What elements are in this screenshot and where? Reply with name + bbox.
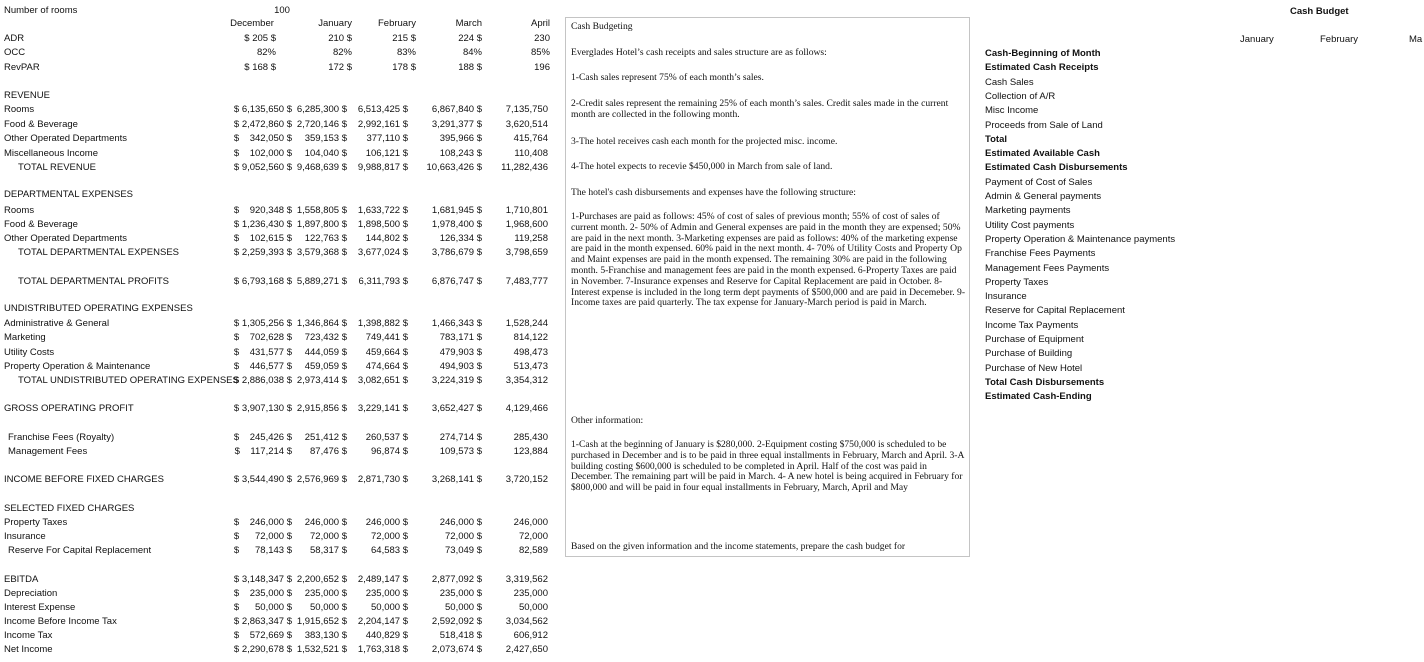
- fin-cell: 1,532,521 $: [296, 644, 347, 655]
- fin-cell: 2,592,092 $: [431, 616, 482, 627]
- month-header-february: February: [377, 18, 416, 29]
- fin-cell: 459,664 $: [365, 347, 408, 358]
- fin-row-label: Rooms: [4, 205, 35, 216]
- fin-row-label: Marketing: [4, 332, 46, 343]
- kpi-row-label: RevPAR: [4, 62, 40, 73]
- kpi-cell: 188 $: [458, 62, 482, 73]
- fin-cell: $ 6,135,650 $: [233, 104, 292, 115]
- fin-cell: $ 78,143 $: [233, 545, 292, 556]
- fin-cell: 64,583 $: [371, 545, 408, 556]
- cash-budget-item: Purchase of Building: [985, 348, 1073, 360]
- fin-cell: 10,663,426 $: [426, 162, 482, 173]
- fin-cell: 1,978,400 $: [431, 219, 482, 230]
- cash-budget-item: Property Taxes: [985, 276, 1049, 288]
- fin-row-label: Other Operated Departments: [4, 133, 128, 144]
- fin-cell: 3,579,368 $: [296, 247, 347, 258]
- fin-cell: 383,130 $: [304, 630, 347, 641]
- fin-cell: 513,473: [513, 361, 548, 372]
- fin-cell: 235,000: [513, 588, 548, 599]
- fin-cell: 2,427,650: [505, 644, 548, 655]
- fin-cell: 1,633,722 $: [357, 205, 408, 216]
- fin-cell: 3,268,141 $: [431, 474, 482, 485]
- fin-cell: $ 1,305,256 $: [233, 318, 292, 329]
- fin-cell: 3,229,141 $: [357, 403, 408, 414]
- fin-cell: 2,073,674 $: [431, 644, 482, 655]
- kpi-cell: 82%: [256, 47, 276, 58]
- kpi-cell: 215 $: [392, 33, 416, 44]
- fin-cell: 3,652,427 $: [431, 403, 482, 414]
- fin-cell: 6,311,793 $: [358, 276, 408, 287]
- fin-row-label: Rooms: [4, 104, 35, 115]
- cash-budget-item: Property Operation & Maintenance payments: [985, 233, 1176, 245]
- fin-cell: $ 342,050 $: [233, 133, 292, 144]
- fin-row-label: TOTAL UNDISTRIBUTED OPERATING EXPENSES: [18, 375, 239, 386]
- fin-cell: 1,528,244: [505, 318, 548, 329]
- fin-cell: $ 572,669 $: [233, 630, 292, 641]
- fin-cell: 246,000 $: [365, 517, 408, 528]
- fin-cell: $ 102,000 $: [233, 148, 292, 159]
- fin-cell: $ 9,052,560 $: [233, 162, 292, 173]
- fin-cell: 1,898,500 $: [357, 219, 408, 230]
- fin-row-label: Income Before Income Tax: [4, 616, 117, 627]
- fin-cell: 50,000 $: [371, 602, 408, 613]
- fin-cell: $ 1,236,430 $: [233, 219, 292, 230]
- rooms-label: Number of rooms: [4, 5, 78, 16]
- fin-cell: 3,224,319 $: [431, 375, 482, 386]
- fin-cell: 814,122: [513, 332, 548, 343]
- cash-budget-item: Estimated Cash-Ending: [985, 391, 1092, 403]
- fin-cell: $ 2,290,678 $: [233, 644, 292, 655]
- month-header-december: December: [230, 18, 274, 29]
- fin-cell: 73,049 $: [445, 545, 482, 556]
- fin-row-label: Reserve For Capital Replacement: [8, 545, 152, 556]
- fin-cell: 1,897,800 $: [296, 219, 347, 230]
- fin-cell: 1,681,945 $: [431, 205, 482, 216]
- fin-row-label: Utility Costs: [4, 347, 55, 358]
- fin-cell: 106,121 $: [365, 148, 408, 159]
- notes-title: Cash Budgeting: [571, 21, 633, 32]
- fin-cell: 50,000: [518, 602, 548, 613]
- fin-cell: 1,710,801: [505, 205, 548, 216]
- cash-budget-item: Estimated Available Cash: [985, 148, 1100, 160]
- fin-cell: 260,537 $: [365, 432, 408, 443]
- cash-budget-item: Reserve for Capital Replacement: [985, 305, 1125, 317]
- fin-cell: 479,903 $: [439, 347, 482, 358]
- cash-budget-item: Total: [985, 133, 1007, 145]
- fin-cell: 1,398,882 $: [357, 318, 408, 329]
- fin-cell: $ 2,886,038 $: [233, 375, 292, 386]
- fin-cell: 783,171 $: [439, 332, 482, 343]
- fin-cell: 444,059 $: [304, 347, 347, 358]
- fin-cell: 377,110 $: [366, 133, 408, 144]
- fin-cell: $ 2,863,347 $: [233, 616, 292, 627]
- fin-cell: 2,576,969 $: [296, 474, 347, 485]
- fin-cell: 359,153 $: [304, 133, 347, 144]
- fin-cell: $ 2,259,393 $: [233, 247, 292, 258]
- fin-cell: $ 235,000 $: [233, 588, 292, 599]
- fin-cell: 50,000 $: [310, 602, 347, 613]
- fin-cell: 3,620,514: [505, 119, 548, 130]
- kpi-cell: 224 $: [458, 33, 482, 44]
- kpi-cell: 82%: [332, 47, 352, 58]
- fin-cell: 2,973,414 $: [296, 375, 347, 386]
- fin-cell: $ 117,214 $: [234, 446, 292, 457]
- fin-cell: 2,489,147 $: [357, 574, 408, 585]
- fin-cell: 119,258: [514, 233, 548, 244]
- fin-cell: 285,430: [513, 432, 548, 443]
- fin-row-label: Depreciation: [4, 588, 58, 599]
- cash-budget-item: Income Tax Payments: [985, 319, 1079, 331]
- fin-cell: 3,319,562: [505, 574, 548, 585]
- fin-cell: 518,418 $: [439, 630, 482, 641]
- fin-cell: 6,285,300 $: [296, 104, 347, 115]
- notes-disbursement-text: 1-Purchases are paid as follows: 45% of cost of sales of previous month; 55% of cost of sales of current month. 2- 50% of Admin and General expenses are paid in the month they are expensed; 50% are paid in the next month. 3-Marketing expenses are paid as follows: 40% of the marketing expense are paid in the month expensed. 60% paid in the next month. 4- 70% of Utility Costs and Property Op and Maint expenses are paid in the month expensed. The remaining 30% are paid in the following month. 5-Franchise and management fees are paid in the month expensed. 6-Property Taxes are paid in November. 7-Insurance expenses and Reserve for Capital Replacement are paid in October. 8-Interest expense is included in the long term dept payments of $500,000 and are paid in Decemeber. 9-Income taxes are paid quarterly. The tax expense for January-March period is paid in March.: [571, 211, 966, 309]
- month-header-march: March: [455, 18, 482, 29]
- notes-item-1: 1-Cash sales represent 75% of each month’s sales.: [571, 72, 764, 83]
- cash-budget-item: Admin & General payments: [985, 191, 1102, 202]
- fin-cell: 3,786,679 $: [431, 247, 482, 258]
- fin-cell: $ 245,426 $: [233, 432, 292, 443]
- cash-budget-item: Estimated Cash Receipts: [985, 62, 1099, 74]
- fin-cell: 72,000 $: [371, 531, 408, 542]
- fin-cell: $ 3,907,130 $: [233, 403, 292, 414]
- fin-cell: 72,000 $: [445, 531, 482, 542]
- cash-budget-item: Purchase of Equipment: [985, 334, 1084, 345]
- kpi-cell: 85%: [530, 47, 550, 58]
- cash-budget-item: Marketing payments: [985, 205, 1071, 217]
- fin-cell: 5,889,271 $: [296, 276, 347, 287]
- fin-row-label: Other Operated Departments: [4, 233, 128, 244]
- cash-budget-item: Purchase of New Hotel: [985, 362, 1083, 374]
- fin-cell: 3,354,312: [505, 375, 548, 386]
- notes-other-text: 1-Cash at the beginning of January is $280,000. 2-Equipment costing $750,000 is scheduled to be purchased in December and is to be paid in three equal installments in February, March and April. 3-A building costing $600,000 is scheduled to be completed in April. Half of the cost was paid in December. The remaining part will be paid in March. 4- A new hotel is being acquired in February for $800,000 and will be paid in four equal installments in February, March, April and May: [571, 439, 964, 494]
- fin-cell: 2,915,856 $: [296, 403, 347, 414]
- fin-cell: 2,200,652 $: [296, 574, 347, 585]
- fin-cell: 11,282,436: [501, 162, 548, 173]
- fin-row-label: Property Operation & Maintenance: [4, 361, 151, 372]
- fin-row-label: Interest Expense: [4, 602, 76, 613]
- fin-cell: 1,558,805 $: [296, 205, 347, 216]
- kpi-cell: 210 $: [328, 33, 352, 44]
- fin-row-label: INCOME BEFORE FIXED CHARGES: [4, 474, 164, 485]
- kpi-cell: $ 168 $: [244, 62, 276, 73]
- cash-budget-month-march: Ma: [1409, 34, 1423, 45]
- kpi-cell: $ 205 $: [244, 33, 276, 44]
- cash-budgeting-textbox[interactable]: [565, 17, 970, 557]
- fin-row-label: Miscellaneous Income: [4, 148, 98, 159]
- cash-budget-item: Collection of A/R: [985, 90, 1056, 102]
- fin-cell: 440,829 $: [365, 630, 408, 641]
- cash-budget-item: Total Cash Disbursements: [985, 376, 1105, 388]
- fin-row-label: GROSS OPERATING PROFIT: [4, 403, 134, 414]
- fin-cell: 9,468,639 $: [296, 162, 347, 173]
- fin-row-label: Franchise Fees (Royalty): [8, 432, 115, 443]
- kpi-cell: 196: [534, 62, 550, 73]
- fin-cell: 2,204,147 $: [357, 616, 408, 627]
- fin-cell: 1,763,318 $: [357, 644, 408, 655]
- fin-cell: 2,877,092 $: [431, 574, 482, 585]
- cash-budget-title: Cash Budget: [1290, 6, 1349, 17]
- fin-cell: 415,764: [513, 133, 548, 144]
- fin-cell: 109,573 $: [439, 446, 482, 457]
- kpi-cell: 84%: [462, 47, 482, 58]
- fin-cell: 3,720,152: [505, 474, 548, 485]
- fin-cell: $ 3,544,490 $: [233, 474, 292, 485]
- fin-cell: 7,135,750: [505, 104, 548, 115]
- cash-budget-item: Misc Income: [985, 105, 1039, 117]
- fin-cell: 126,334 $: [439, 233, 482, 244]
- fin-cell: 6,876,747 $: [431, 276, 482, 287]
- fin-cell: 3,082,651 $: [357, 375, 408, 386]
- cash-budget-item: Cash Sales: [985, 76, 1034, 88]
- fin-cell: 87,476 $: [310, 446, 347, 457]
- fin-cell: 723,432 $: [304, 332, 347, 343]
- fin-cell: $ 920,348 $: [233, 205, 292, 216]
- fin-cell: 606,912: [513, 630, 548, 641]
- fin-cell: 3,677,024 $: [357, 247, 408, 258]
- fin-cell: $ 72,000 $: [233, 531, 292, 542]
- fin-cell: 474,664 $: [365, 361, 408, 372]
- fin-cell: 498,473: [513, 347, 548, 358]
- fin-cell: 246,000 $: [439, 517, 482, 528]
- section-undistributed: UNDISTRIBUTED OPERATING EXPENSES: [4, 303, 193, 314]
- fin-cell: 82,589: [518, 545, 548, 556]
- fin-cell: 494,903 $: [439, 361, 482, 372]
- month-header-january: January: [318, 18, 352, 29]
- cash-budget-item: Utility Cost payments: [985, 219, 1075, 231]
- fin-cell: 2,871,730 $: [357, 474, 408, 485]
- fin-row-label: Insurance: [4, 531, 46, 542]
- notes-final: Based on the given information and the income statements, prepare the cash budget for: [571, 541, 906, 552]
- fin-cell: $ 6,793,168 $: [233, 276, 292, 287]
- fin-row-label: Management Fees: [8, 446, 88, 457]
- fin-row-label: Administrative & General: [4, 318, 110, 329]
- fin-cell: $ 50,000 $: [233, 602, 292, 613]
- cash-budget-month-january: January: [1240, 34, 1274, 45]
- fin-cell: 96,874 $: [371, 446, 408, 457]
- notes-intro: Everglades Hotel’s cash receipts and sales structure are as follows:: [571, 47, 827, 58]
- cash-budget-item: Cash-Beginning of Month: [985, 48, 1101, 59]
- fin-row-label: TOTAL DEPARTMENTAL PROFITS: [18, 276, 169, 287]
- fin-row-label: EBITDA: [4, 574, 39, 585]
- fin-cell: $ 431,577 $: [233, 347, 292, 358]
- fin-cell: 1,968,600: [505, 219, 548, 230]
- fin-row-label: Property Taxes: [4, 517, 68, 528]
- fin-cell: $ 446,577 $: [233, 361, 292, 372]
- cash-budget-month-february: February: [1320, 34, 1359, 45]
- cash-budget-item: Proceeds from Sale of Land: [985, 119, 1103, 131]
- fin-cell: 1,466,343 $: [431, 318, 482, 329]
- fin-cell: 2,992,161 $: [357, 119, 408, 130]
- month-header-april: April: [530, 18, 550, 29]
- fin-cell: 123,884: [513, 446, 548, 457]
- cash-budget-item: Franchise Fees Payments: [985, 248, 1096, 260]
- cash-budget-item: Insurance: [985, 291, 1027, 303]
- notes-disbursement-intro: The hotel's cash disbursements and expenses have the following structure:: [571, 187, 856, 198]
- section-departmental-expenses: DEPARTMENTAL EXPENSES: [4, 189, 133, 200]
- fin-cell: 50,000 $: [445, 602, 482, 613]
- fin-cell: 9,988,817 $: [357, 162, 408, 173]
- fin-cell: 251,412 $: [304, 432, 347, 443]
- notes-item-3: 3-The hotel receives cash each month for the projected misc. income.: [571, 136, 838, 147]
- fin-cell: 1,346,864 $: [296, 318, 347, 329]
- fin-cell: 2,720,146 $: [296, 119, 347, 130]
- rooms-value: 100: [274, 5, 290, 16]
- fin-row-label: TOTAL DEPARTMENTAL EXPENSES: [18, 247, 180, 258]
- kpi-cell: 178 $: [392, 62, 416, 73]
- fin-cell: 459,059 $: [304, 361, 347, 372]
- fin-row-label: TOTAL REVENUE: [18, 162, 96, 173]
- notes-item-2: 2-Credit sales represent the remaining 25% of each month’s sales. Credit sales made in the current month are collected in the following month.: [571, 98, 949, 120]
- fin-cell: 4,129,466: [505, 403, 548, 414]
- fin-cell: 3,034,562: [505, 616, 548, 627]
- fin-cell: 1,915,652 $: [296, 616, 347, 627]
- fin-row-label: Income Tax: [4, 630, 53, 641]
- fin-cell: 274,714 $: [439, 432, 482, 443]
- cash-budget-item: Management Fees Payments: [985, 262, 1110, 274]
- fin-cell: 246,000 $: [304, 517, 347, 528]
- fin-cell: 749,441 $: [365, 332, 408, 343]
- fin-cell: 3,291,377 $: [431, 119, 482, 130]
- fin-cell: $ 2,472,860 $: [233, 119, 292, 130]
- kpi-cell: 230: [534, 33, 550, 44]
- fin-cell: 72,000 $: [310, 531, 347, 542]
- fin-cell: 110,408: [514, 148, 548, 159]
- fin-cell: 108,243 $: [439, 148, 482, 159]
- fin-cell: 235,000 $: [365, 588, 408, 599]
- fin-cell: $ 102,615 $: [233, 233, 292, 244]
- kpi-cell: 172 $: [328, 62, 352, 73]
- fin-cell: 246,000: [513, 517, 548, 528]
- cash-budget-item: Payment of Cost of Sales: [985, 176, 1093, 188]
- fin-row-label: Net Income: [4, 644, 53, 655]
- fin-cell: 3,798,659: [505, 247, 548, 258]
- kpi-row-label: ADR: [4, 33, 25, 44]
- fin-cell: 395,966 $: [439, 133, 482, 144]
- fin-cell: $ 246,000 $: [233, 517, 292, 528]
- fin-cell: 235,000 $: [439, 588, 482, 599]
- fin-cell: $ 3,148,347 $: [233, 574, 292, 585]
- fin-cell: 7,483,777: [505, 276, 548, 287]
- kpi-cell: 83%: [396, 47, 416, 58]
- fin-cell: 58,317 $: [310, 545, 347, 556]
- fin-row-label: Food & Beverage: [4, 119, 78, 130]
- fin-cell: $ 702,628 $: [233, 332, 292, 343]
- fin-cell: 6,867,840 $: [431, 104, 482, 115]
- section-fixed-charges: SELECTED FIXED CHARGES: [4, 503, 135, 514]
- fin-cell: 72,000: [518, 531, 548, 542]
- kpi-row-label: OCC: [4, 47, 26, 58]
- notes-item-4: 4-The hotel expects to recevie $450,000 in March from sale of land.: [571, 161, 833, 172]
- fin-cell: 144,802 $: [365, 233, 408, 244]
- notes-other-title: Other information:: [571, 415, 644, 426]
- fin-row-label: Food & Beverage: [4, 219, 78, 230]
- cash-budget-item: Estimated Cash Disbursements: [985, 162, 1128, 174]
- fin-cell: 104,040 $: [304, 148, 347, 159]
- fin-cell: 122,763 $: [304, 233, 347, 244]
- fin-cell: 235,000 $: [304, 588, 347, 599]
- fin-cell: 6,513,425 $: [357, 104, 408, 115]
- section-revenue: REVENUE: [4, 90, 50, 101]
